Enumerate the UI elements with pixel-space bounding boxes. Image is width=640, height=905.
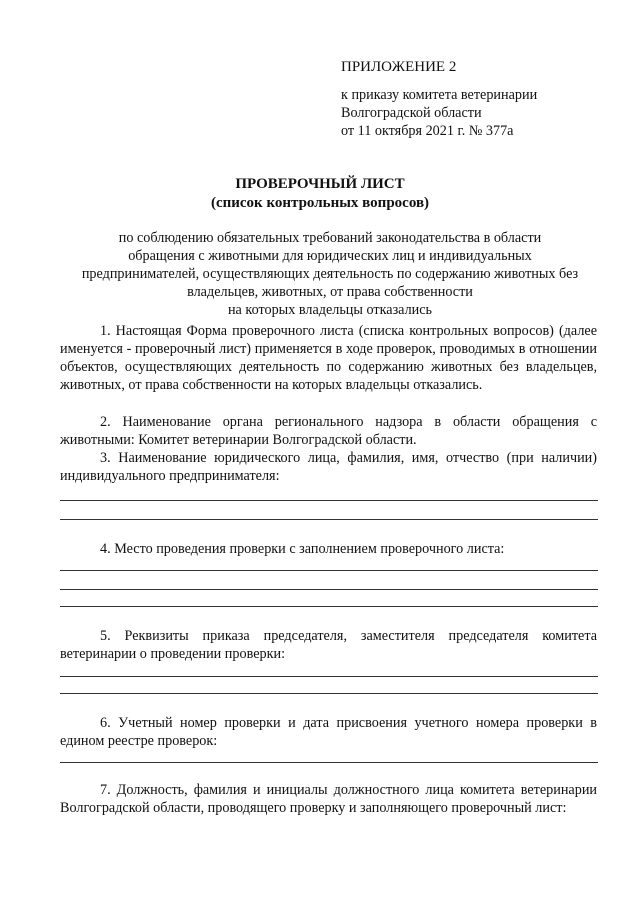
order-reference-line: к приказу комитета ветеринарии [341,87,538,103]
fill-line[interactable] [60,589,598,590]
document-title [0,175,640,213]
fill-line[interactable] [60,500,598,501]
fill-line[interactable] [60,693,598,694]
document-subject [40,229,620,319]
item-4 [60,540,597,558]
item-2 [60,413,597,449]
title-sub: (список контрольных вопросов) [210,195,430,211]
subject-line: владельцев, животных, от права собственности [187,284,473,300]
appendix-label: ПРИЛОЖЕНИЕ 2 [341,59,457,75]
item-1-text: 1. Настоящая Форма проверочного листа (списка контрольных вопросов) (далее именуется - проверочный лист) применяется в ходе проверок, проводимых в отношении объектов, осуществляющих деятельность по содержанию животных без владельцев, животных, от права собственности на которых владельцы отказались. [60,323,597,393]
item-5-text: 5. Реквизиты приказа председателя, заместителя председателя комитета ветеринарии о проведении проверки: [60,628,597,662]
item-6 [60,714,597,750]
item-3 [60,449,597,485]
order-reference-line: Волгоградской области [341,105,482,121]
subject-line: по соблюдению обязательных требований законодательства в области [118,230,542,246]
item-3-text: 3. Наименование юридического лица, фамилия, имя, отчество (при наличии) индивидуального предпринимателя: [60,450,597,484]
order-reference-line: от 11 октября 2021 г. № 377а [341,123,514,139]
item-5 [60,627,597,663]
fill-line[interactable] [60,519,598,520]
item-7 [60,781,597,817]
subject-line: на которых владельцы отказались [227,302,433,318]
fill-line[interactable] [60,570,598,571]
title-main: ПРОВЕРОЧНЫЙ ЛИСТ [235,176,405,192]
item-7-text: 7. Должность, фамилия и инициалы должностного лица комитета ветеринарии Волгоградской области, проводящего проверку и заполняющего проверочный лист: [60,782,597,816]
subject-line: предпринимателей, осуществляющих деятельность по содержанию животных без [81,266,579,282]
item-1 [60,322,597,394]
fill-line[interactable] [60,676,598,677]
item-6-text: 6. Учетный номер проверки и дата присвоения учетного номера проверки в едином реестре проверок: [60,715,597,749]
fill-line[interactable] [60,606,598,607]
item-4-text: 4. Место проведения проверки с заполнением проверочного листа: [100,541,505,557]
fill-line[interactable] [60,762,598,763]
subject-line: обращения с животными для юридических лиц и индивидуальных [128,248,532,264]
item-2-text: 2. Наименование органа регионального надзора в области обращения с животными: Комитет ветеринарии Волгоградской области. [60,414,597,448]
order-reference [341,86,537,140]
